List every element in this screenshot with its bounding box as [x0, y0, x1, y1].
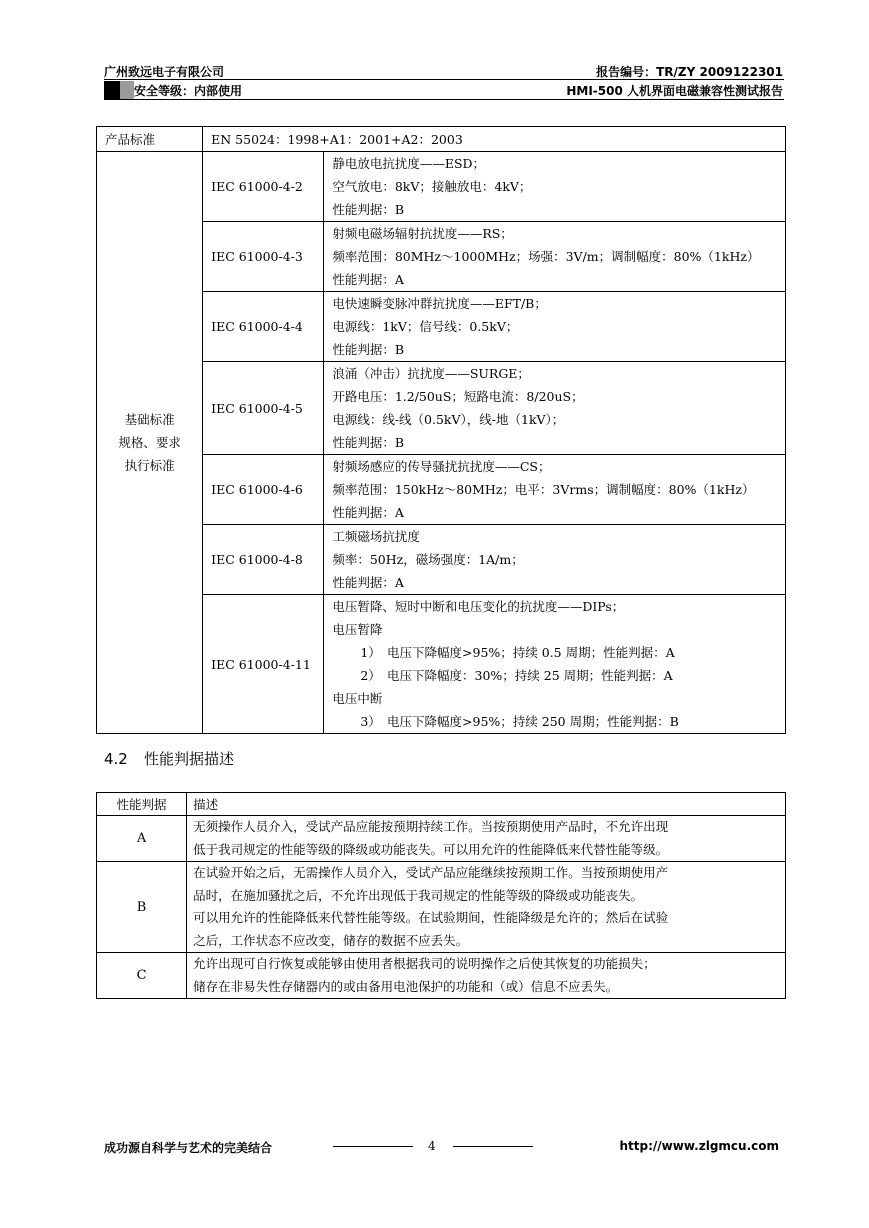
table-row: [97, 816, 786, 862]
page-number: 4: [428, 1139, 436, 1153]
desc-line: 浪涌（冲击）抗扰度——SURGE；: [332, 366, 530, 381]
desc-line: 2） 电压下降幅度：30%；持续 25 周期；性能判据：A: [360, 668, 673, 683]
desc-line: 无须操作人员介入，受试产品应能按预期持续工作。当按预期使用产品时，不允许出现: [193, 819, 669, 834]
standard-description: [324, 362, 786, 455]
desc-line: 电压暂降、短时中断和电压变化的抗扰度——DIPs；: [332, 599, 625, 614]
desc-line: 频率范围：150kHz～80MHz；电平：3Vrms；调制幅度：80%（1kHz）: [332, 482, 755, 497]
desc-line: 频率范围：80MHz～1000MHz；场强：3V/m；调制幅度：80%（1kHz）: [332, 249, 760, 264]
desc-line: 开路电压：1.2/50uS；短路电流：8/20uS；: [332, 389, 584, 404]
standard-code: IEC 61000-4-11: [203, 595, 324, 734]
grade-cell: B: [97, 862, 187, 953]
table-header-row: [97, 793, 786, 816]
security-level: 安全等级：内部使用: [134, 84, 243, 98]
desc-line: 3） 电压下降幅度>95%；持续 250 周期；性能判据：B: [360, 714, 679, 729]
section-number: 4.2: [104, 750, 128, 768]
basic-label-line: 执行标准: [124, 458, 175, 473]
footer-slogan: 成功源自科学与艺术的完美结合: [104, 1141, 273, 1155]
standard-description: [324, 222, 786, 292]
desc-line: 在试验开始之后，无需操作人员介入，受试产品应能继续按预期工作。当按预期使用产: [193, 865, 669, 880]
desc-line: 之后，工作状态不应改变，储存的数据不应丢失。: [193, 932, 469, 948]
standard-code: IEC 61000-4-2: [203, 152, 324, 222]
table-row: [97, 862, 786, 953]
product-standard-label: 产品标准: [97, 127, 203, 152]
company-name: 广州致远电子有限公司: [104, 65, 225, 79]
desc-line: 射频电磁场辐射抗扰度——RS；: [332, 226, 513, 241]
desc-line: 静电放电抗扰度——ESD；: [332, 156, 486, 171]
basic-label-line: 规格、要求: [118, 435, 181, 450]
standard-code: IEC 61000-4-8: [203, 525, 324, 595]
desc-line: 品时，在施加骚扰之后，不允许出现低于我司规定的性能等级的降级或功能丧失。: [193, 887, 644, 903]
standards-table: [96, 126, 786, 734]
report-number: 报告编号：TR/ZY 2009122301: [596, 65, 783, 79]
footer-rule-right: [453, 1146, 533, 1147]
desc-line: 电压暂降: [332, 622, 383, 637]
standard-description: [324, 292, 786, 362]
table-row: [97, 953, 786, 999]
desc-line: 频率：50Hz，磁场强度：1A/m；: [332, 552, 524, 567]
desc-line: 电源线：线-线（0.5kV），线-地（1kV）；: [332, 412, 565, 427]
judgement-table: [96, 792, 786, 999]
grade-description: [187, 862, 786, 953]
basic-label-line: 基础标准: [124, 412, 175, 427]
desc-line: 电快速瞬变脉冲群抗扰度——EFT/B；: [332, 296, 547, 311]
grade-description: [187, 953, 786, 999]
desc-line: 性能判据：B: [332, 342, 404, 357]
desc-line: 性能判据：A: [332, 505, 404, 520]
desc-line: 电压中断: [332, 691, 383, 706]
standard-code: IEC 61000-4-6: [203, 455, 324, 525]
header-rule-bottom: [104, 99, 784, 100]
desc-line: 储存在非易失性存储器内的或由备用电池保护的功能和（或）信息不应丢失。: [193, 978, 619, 994]
table-row: [97, 127, 786, 152]
table-row: [97, 152, 786, 222]
section-heading: [104, 748, 234, 769]
column-header-description: 描述: [187, 793, 786, 816]
footer-rule-left: [333, 1146, 413, 1147]
grade-cell: A: [97, 816, 187, 862]
standard-code: IEC 61000-4-5: [203, 362, 324, 455]
desc-line: 1） 电压下降幅度>95%；持续 0.5 周期；性能判据：A: [360, 645, 675, 660]
standard-code: IEC 61000-4-3: [203, 222, 324, 292]
standard-code: IEC 61000-4-4: [203, 292, 324, 362]
report-title: HMI-500 人机界面电磁兼容性测试报告: [566, 84, 783, 98]
standard-description: [324, 595, 786, 734]
standard-description: [324, 152, 786, 222]
desc-line: 空气放电：8kV；接触放电：4kV；: [332, 179, 532, 194]
section-title: 性能判据描述: [144, 750, 235, 768]
basic-standard-label: [97, 152, 203, 734]
grade-description: [187, 816, 786, 862]
product-standard-value: EN 55024：1998+A1：2001+A2：2003: [203, 127, 786, 152]
desc-line: 低于我司规定的性能等级的降级或功能丧失。可以用允许的性能降低来代替性能等级。: [193, 841, 669, 857]
desc-line: 电源线：1kV；信号线：0.5kV；: [332, 319, 519, 334]
desc-line: 工频磁场抗扰度: [332, 529, 420, 544]
header-rule-top: [104, 79, 784, 80]
standard-description: [324, 455, 786, 525]
desc-line: 性能判据：B: [332, 202, 404, 217]
desc-line: 性能判据：B: [332, 435, 404, 450]
desc-line: 可以用允许的性能降低来代替性能等级。在试验期间，性能降级是允许的；然后在试验: [193, 910, 669, 925]
desc-line: 性能判据：A: [332, 575, 404, 590]
standard-description: [324, 525, 786, 595]
desc-line: 允许出现可自行恢复或能够由使用者根据我司的说明操作之后使其恢复的功能损失；: [193, 956, 656, 971]
security-bar-icon: [104, 81, 134, 99]
desc-line: 射频场感应的传导骚扰抗扰度——CS；: [332, 459, 551, 474]
desc-line: 性能判据：A: [332, 272, 404, 287]
column-header-grade: 性能判据: [97, 793, 187, 816]
footer-url: http://www.zlgmcu.com: [619, 1139, 779, 1153]
grade-cell: C: [97, 953, 187, 999]
